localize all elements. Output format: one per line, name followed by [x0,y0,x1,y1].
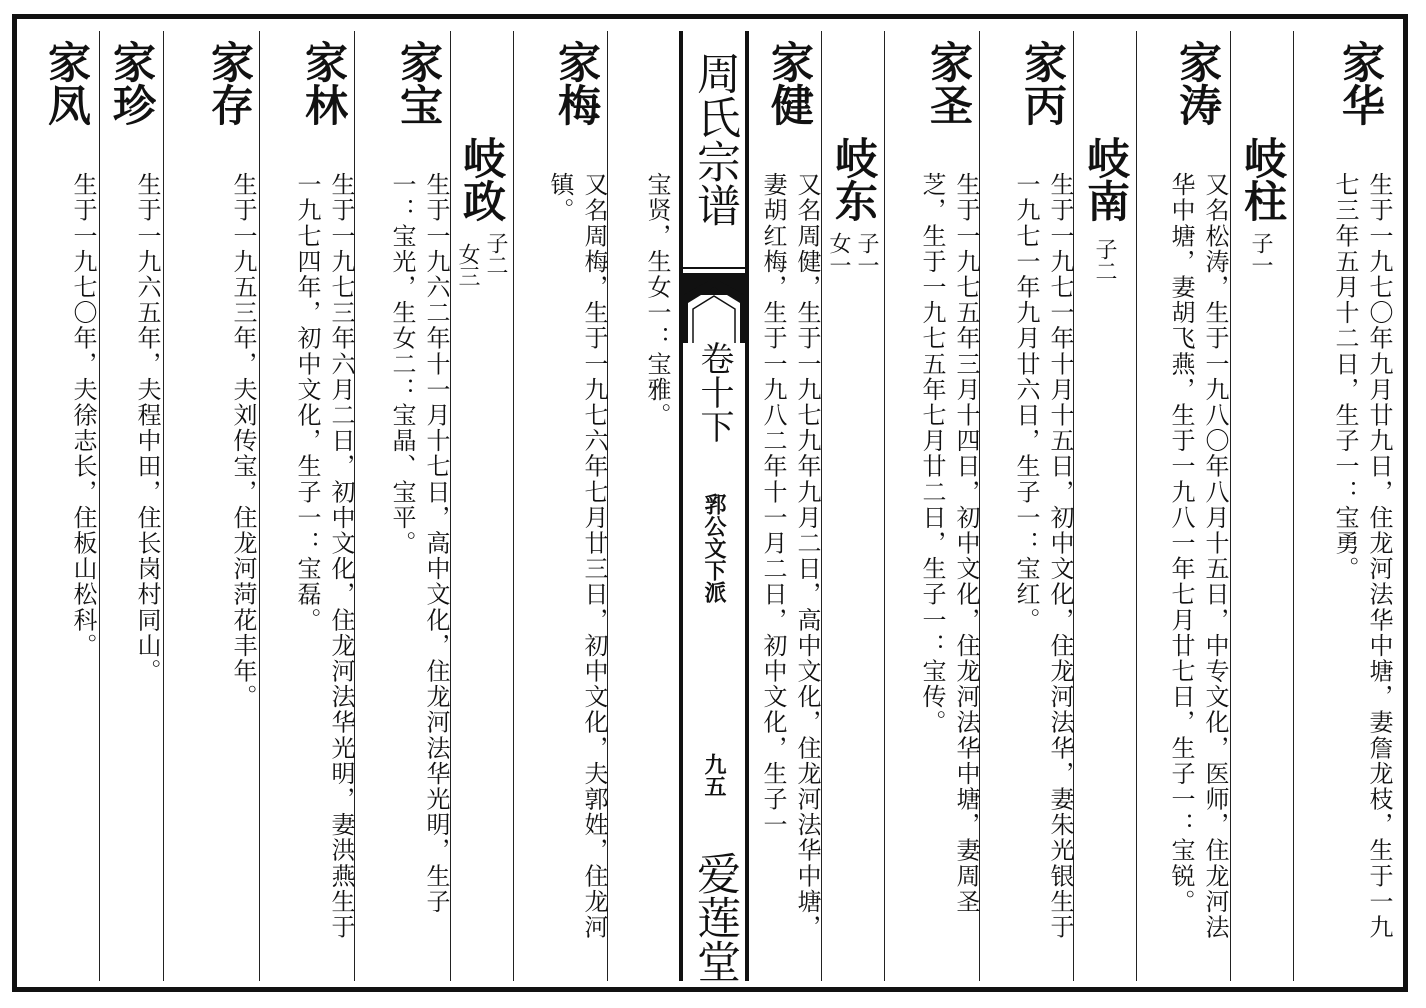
sons-count: 子二 [1092,238,1117,282]
person-detail: 生于一九五三年，夫刘传宝，住龙河菏花丰年。 [229,172,257,710]
sons-count: 子二 [483,232,508,276]
generation-name: 岐柱 [1237,136,1287,222]
page-number: 九五 [701,753,727,797]
sons-count: 子一 [854,232,879,276]
book-spine [679,31,749,981]
genealogy-title: 周氏宗谱 [689,51,740,227]
person-name: 家圣 [923,40,973,126]
person-name: 家涛 [1172,40,1222,126]
volume-label: 卷十下 [694,341,734,443]
person-detail: 生于一九六五年，夫程中田，住长岗村同山。 [133,172,161,684]
person-detail: 又名周健，生于一九七九年九月二日，高中文化，住龙河法华中塘，妻胡红梅，生于一九八二年十一月二日，初中文化，生子一 [759,172,821,940]
daughters-count: 女三 [455,243,480,287]
person-detail: 生于一九七五年三月十四日，初中文化，住龙河法华中塘，妻周圣芝，生于一九七五年七月廿二日，生子一：宝传。 [918,172,980,915]
person-detail: 又名松涛，生于一九八〇年八月十五日，中专文化，医师，住龙河法华中塘，妻胡飞燕，生于一九八一年七月廿七日，生子一：宝锐。 [1167,172,1229,940]
person-detail: 生于一九七〇年，夫徐志长，住板山松科。 [69,172,97,659]
person-detail: 生于一九七〇年九月廿九日，住龙河法华中塘，妻詹龙枝，生于一九七三年五月十二日，生子一：宝勇。 [1331,172,1393,940]
column-rule [1136,31,1137,981]
person-name: 家华 [1335,40,1385,126]
person-detail: 生于一九六二年十一月十七日，高中文化，住龙河法华光明，生子一：宝光，生女二：宝晶、宝平。 [388,172,450,915]
column-rule [884,31,885,981]
person-detail: 又名周梅，生于一九七六年七月廿三日，初中文化，夫郭姓，住龙河镇。 [546,172,608,940]
person-name: 家林 [298,40,348,126]
branch-label: 郛公文下派 [701,493,727,603]
person-name: 家凤 [41,40,91,126]
person-detail: 生于一九七一年十月十五日，初中文化，住龙河法华，妻朱光银生于一九七一年九月廿六日，生子一：宝红。 [1012,172,1074,940]
person-name: 家梅 [551,40,601,126]
person-name: 家宝 [393,40,443,126]
fish-tail-ornament [683,273,745,343]
person-name: 家珍 [106,40,156,126]
person-detail: 宝贤，生女一：宝雅。 [643,172,671,428]
person-name: 家存 [204,40,254,126]
person-name: 家健 [764,40,814,126]
generation-name: 岐南 [1080,136,1130,222]
column-rule [513,31,514,981]
person-detail: 生于一九七三年六月二日，初中文化，住龙河法华光明，妻洪燕生于一九七四年，初中文化，生子一：宝磊。 [293,172,355,940]
generation-name: 岐东 [828,136,878,222]
spine-title-rule [683,267,745,269]
person-name: 家丙 [1017,40,1067,126]
generation-name: 岐政 [456,136,506,222]
hall-name: 爱莲堂 [689,851,740,983]
sons-count: 子一 [1248,232,1273,276]
column-rule [1293,31,1294,981]
daughters-count: 女一 [826,232,851,276]
